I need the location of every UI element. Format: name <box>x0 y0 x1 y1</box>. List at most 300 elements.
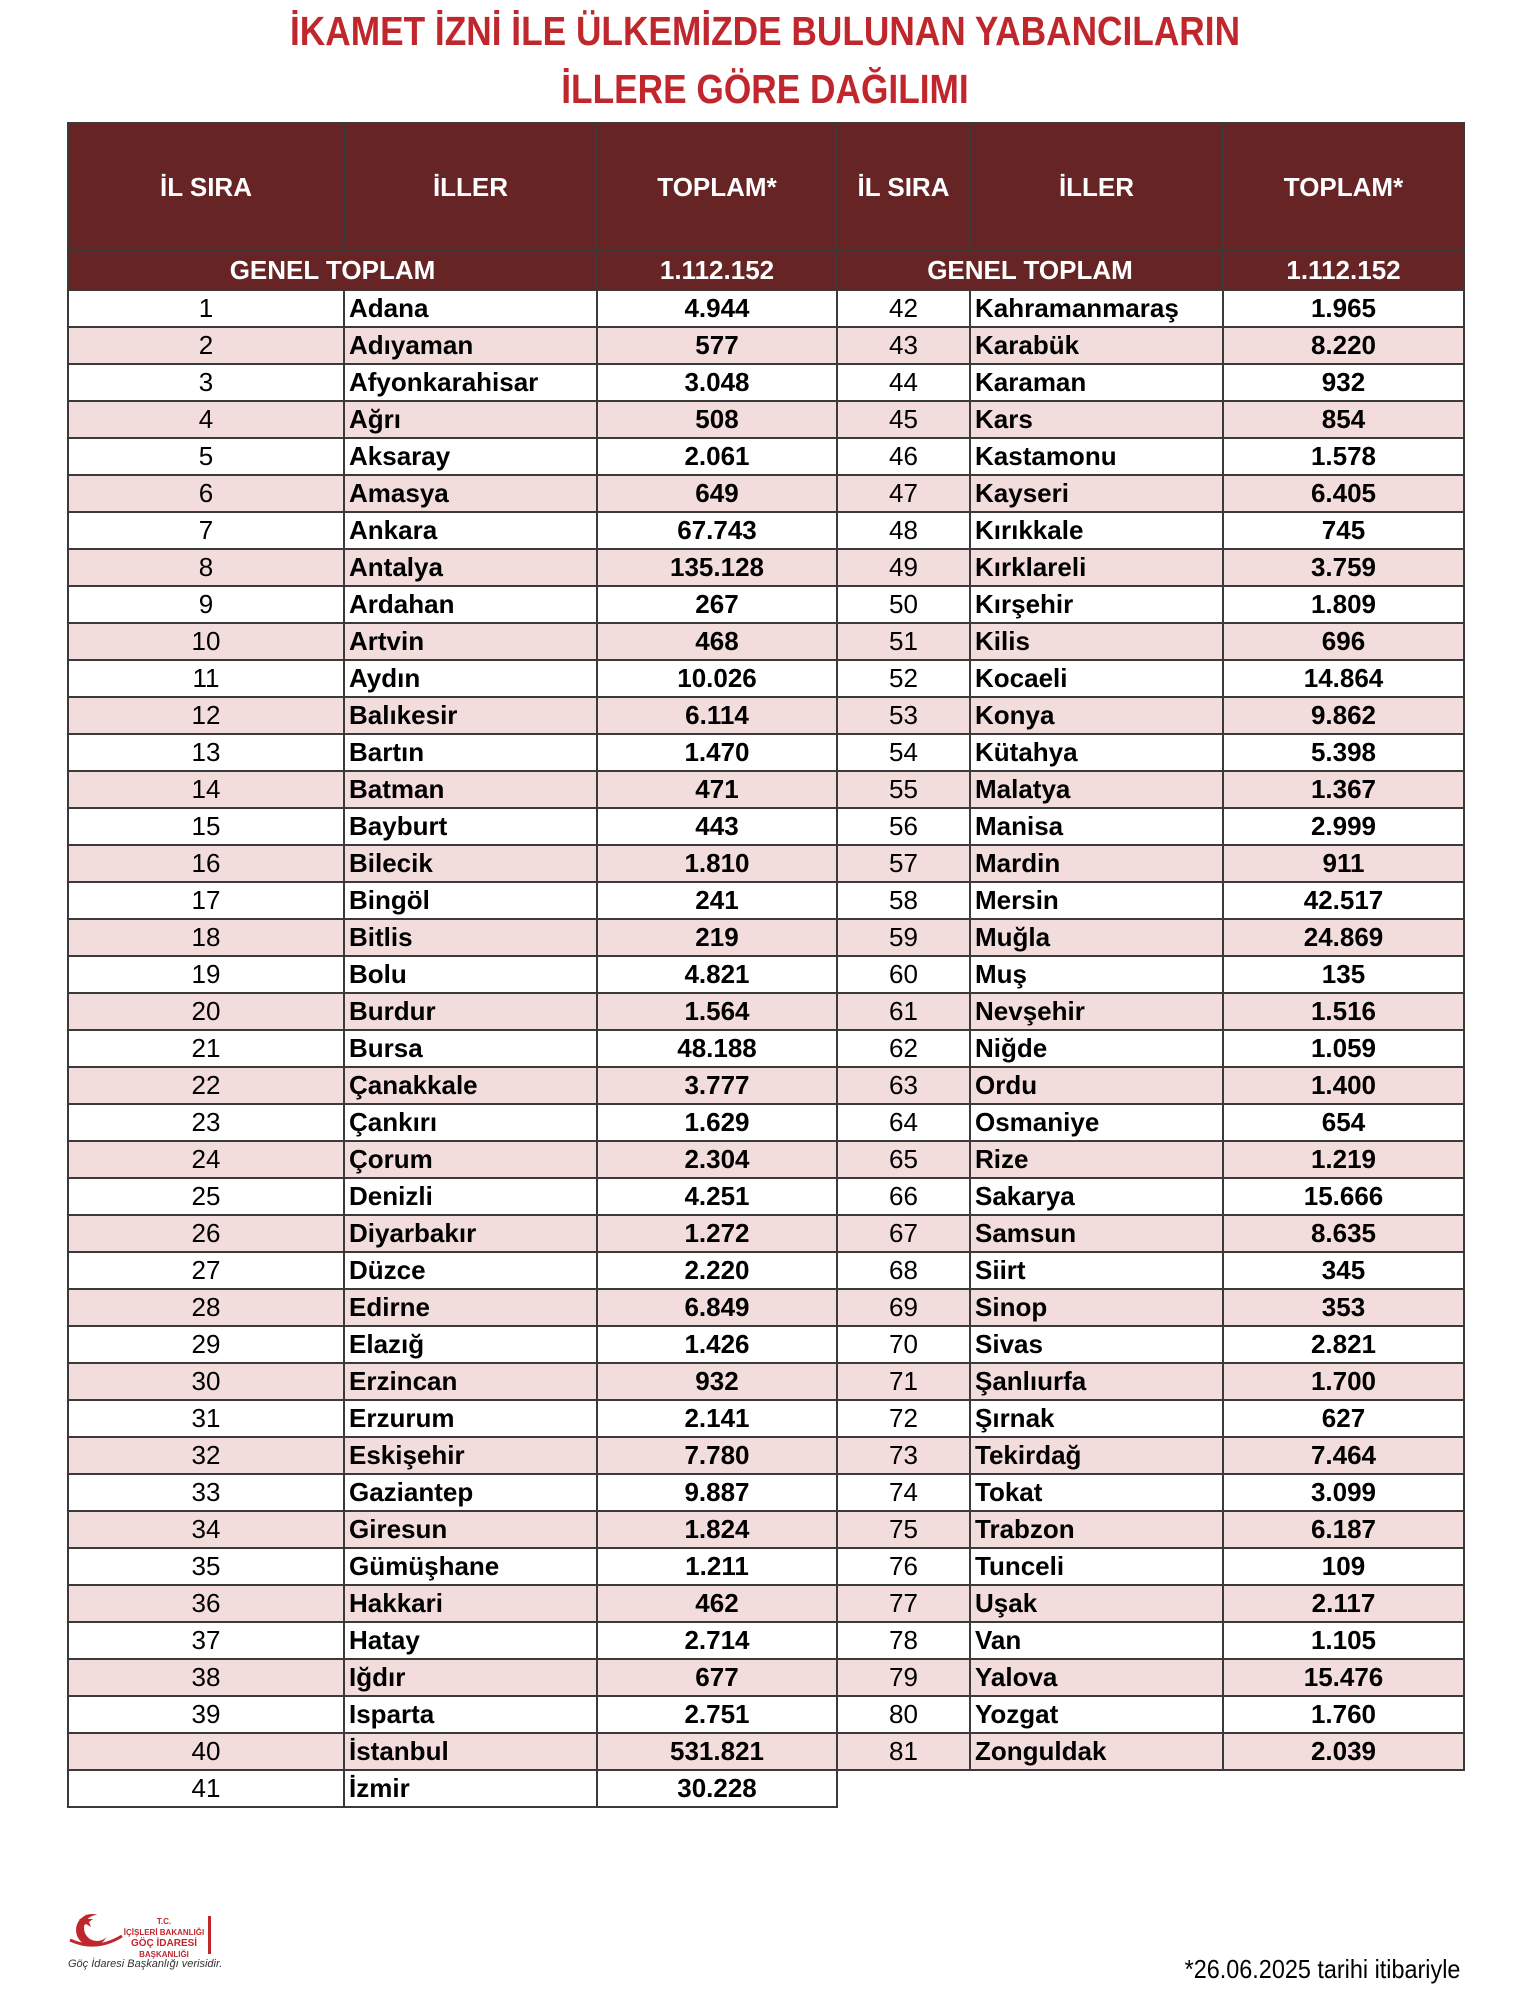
row-number: 69 <box>837 1289 970 1326</box>
province-total: 3.777 <box>597 1067 837 1104</box>
province-name: Şırnak <box>970 1400 1223 1437</box>
row-number: 71 <box>837 1363 970 1400</box>
row-number: 50 <box>837 586 970 623</box>
province-total: 4.251 <box>597 1178 837 1215</box>
province-name: İzmir <box>344 1770 597 1807</box>
province-name: Eskişehir <box>344 1437 597 1474</box>
province-name: Şanlıurfa <box>970 1363 1223 1400</box>
province-total: 3.759 <box>1223 549 1464 586</box>
province-total: 2.220 <box>597 1252 837 1289</box>
province-name: Elazığ <box>344 1326 597 1363</box>
province-total: 6.187 <box>1223 1511 1464 1548</box>
province-name: Antalya <box>344 549 597 586</box>
table-row <box>68 993 1464 1030</box>
empty-cell <box>1223 1770 1464 1807</box>
province-total: 345 <box>1223 1252 1464 1289</box>
row-number: 49 <box>837 549 970 586</box>
row-number: 11 <box>68 660 344 697</box>
province-name: Kütahya <box>970 734 1223 771</box>
province-total: 1.578 <box>1223 438 1464 475</box>
row-number: 14 <box>68 771 344 808</box>
province-total: 5.398 <box>1223 734 1464 771</box>
province-total: 4.944 <box>597 290 837 327</box>
province-total: 9.887 <box>597 1474 837 1511</box>
province-name: Bilecik <box>344 845 597 882</box>
province-name: Hakkari <box>344 1585 597 1622</box>
row-number: 15 <box>68 808 344 845</box>
province-total: 1.629 <box>597 1104 837 1141</box>
province-total: 1.564 <box>597 993 837 1030</box>
province-name: Gümüşhane <box>344 1548 597 1585</box>
province-name: Gaziantep <box>344 1474 597 1511</box>
province-total: 1.211 <box>597 1548 837 1585</box>
table-row <box>68 475 1464 512</box>
table-row <box>68 512 1464 549</box>
province-total: 3.048 <box>597 364 837 401</box>
row-number: 63 <box>837 1067 970 1104</box>
province-total: 109 <box>1223 1548 1464 1585</box>
grand-total-row <box>68 251 1464 290</box>
province-total: 627 <box>1223 1400 1464 1437</box>
row-number: 24 <box>68 1141 344 1178</box>
province-total: 654 <box>1223 1104 1464 1141</box>
empty-cell <box>970 1770 1223 1807</box>
province-name: Sakarya <box>970 1178 1223 1215</box>
province-name: Kilis <box>970 623 1223 660</box>
province-total: 1.470 <box>597 734 837 771</box>
row-number: 12 <box>68 697 344 734</box>
province-total: 15.476 <box>1223 1659 1464 1696</box>
table-row <box>68 1733 1464 1770</box>
province-name: Sivas <box>970 1326 1223 1363</box>
page-title-line-2: İLLERE GÖRE DAĞILIMI <box>561 66 969 112</box>
header-iller: İLLER <box>344 123 597 251</box>
province-total: 2.821 <box>1223 1326 1464 1363</box>
province-name: Ankara <box>344 512 597 549</box>
province-total: 1.824 <box>597 1511 837 1548</box>
row-number: 4 <box>68 401 344 438</box>
province-name: Kırşehir <box>970 586 1223 623</box>
row-number: 18 <box>68 919 344 956</box>
province-name: Aksaray <box>344 438 597 475</box>
empty-cell <box>837 1770 970 1807</box>
row-number: 41 <box>68 1770 344 1807</box>
table-row <box>68 1289 1464 1326</box>
province-name: Kırklareli <box>970 549 1223 586</box>
row-number: 31 <box>68 1400 344 1437</box>
row-number: 62 <box>837 1030 970 1067</box>
province-total: 8.220 <box>1223 327 1464 364</box>
province-name: Niğde <box>970 1030 1223 1067</box>
province-name: Karabük <box>970 327 1223 364</box>
province-name: Konya <box>970 697 1223 734</box>
row-number: 45 <box>837 401 970 438</box>
province-total: 1.760 <box>1223 1696 1464 1733</box>
province-name: Osmaniye <box>970 1104 1223 1141</box>
province-total: 471 <box>597 771 837 808</box>
header-il-sira: İL SIRA <box>837 123 970 251</box>
logo-divider <box>208 1916 211 1954</box>
crescent-star-icon <box>66 1906 126 1956</box>
province-total: 1.272 <box>597 1215 837 1252</box>
province-total: 1.426 <box>597 1326 837 1363</box>
row-number: 51 <box>837 623 970 660</box>
header-il-sira: İL SIRA <box>68 123 344 251</box>
province-name: Nevşehir <box>970 993 1223 1030</box>
province-total: 7.780 <box>597 1437 837 1474</box>
row-number: 42 <box>837 290 970 327</box>
row-number: 81 <box>837 1733 970 1770</box>
row-number: 17 <box>68 882 344 919</box>
row-number: 53 <box>837 697 970 734</box>
province-total: 24.869 <box>1223 919 1464 956</box>
row-number: 7 <box>68 512 344 549</box>
province-name: Mardin <box>970 845 1223 882</box>
province-name: Afyonkarahisar <box>344 364 597 401</box>
province-name: Bayburt <box>344 808 597 845</box>
row-number: 13 <box>68 734 344 771</box>
table-row <box>68 1474 1464 1511</box>
province-total: 6.405 <box>1223 475 1464 512</box>
grand-total-value: 1.112.152 <box>1223 251 1464 290</box>
row-number: 16 <box>68 845 344 882</box>
row-number: 70 <box>837 1326 970 1363</box>
row-number: 10 <box>68 623 344 660</box>
province-total: 932 <box>1223 364 1464 401</box>
row-number: 47 <box>837 475 970 512</box>
row-number: 44 <box>837 364 970 401</box>
row-number: 35 <box>68 1548 344 1585</box>
province-name: Kars <box>970 401 1223 438</box>
province-name: Kocaeli <box>970 660 1223 697</box>
province-total: 4.821 <box>597 956 837 993</box>
province-total: 48.188 <box>597 1030 837 1067</box>
province-name: Diyarbakır <box>344 1215 597 1252</box>
province-total: 135.128 <box>597 549 837 586</box>
province-total: 1.105 <box>1223 1622 1464 1659</box>
province-name: Giresun <box>344 1511 597 1548</box>
row-number: 33 <box>68 1474 344 1511</box>
province-name: Bartın <box>344 734 597 771</box>
province-total: 932 <box>597 1363 837 1400</box>
table-row <box>68 1178 1464 1215</box>
table-row <box>68 1067 1464 1104</box>
province-name: Bolu <box>344 956 597 993</box>
table-row <box>68 1141 1464 1178</box>
province-total: 267 <box>597 586 837 623</box>
province-name: Karaman <box>970 364 1223 401</box>
table-row <box>68 438 1464 475</box>
row-number: 19 <box>68 956 344 993</box>
row-number: 65 <box>837 1141 970 1178</box>
table-row <box>68 327 1464 364</box>
province-name: Isparta <box>344 1696 597 1733</box>
province-total: 14.864 <box>1223 660 1464 697</box>
row-number: 21 <box>68 1030 344 1067</box>
province-total: 219 <box>597 919 837 956</box>
row-number: 57 <box>837 845 970 882</box>
province-total: 462 <box>597 1585 837 1622</box>
table-row <box>68 1326 1464 1363</box>
table-row <box>68 1511 1464 1548</box>
province-total: 468 <box>597 623 837 660</box>
province-total: 8.635 <box>1223 1215 1464 1252</box>
province-name: Bursa <box>344 1030 597 1067</box>
province-name: Hatay <box>344 1622 597 1659</box>
province-total: 6.849 <box>597 1289 837 1326</box>
province-name: Mersin <box>970 882 1223 919</box>
table-row <box>68 586 1464 623</box>
header-row <box>68 123 1464 251</box>
table-row <box>68 1770 1464 1807</box>
province-total: 9.862 <box>1223 697 1464 734</box>
table-row <box>68 1622 1464 1659</box>
province-name: Ağrı <box>344 401 597 438</box>
row-number: 79 <box>837 1659 970 1696</box>
province-total: 10.026 <box>597 660 837 697</box>
province-table <box>67 122 1465 1808</box>
grand-total-label: GENEL TOPLAM <box>837 251 1223 290</box>
province-name: Uşak <box>970 1585 1223 1622</box>
province-name: Denizli <box>344 1178 597 1215</box>
table-row <box>68 845 1464 882</box>
row-number: 25 <box>68 1178 344 1215</box>
row-number: 22 <box>68 1067 344 1104</box>
header-iller: İLLER <box>970 123 1223 251</box>
row-number: 61 <box>837 993 970 1030</box>
province-name: Zonguldak <box>970 1733 1223 1770</box>
table-row <box>68 1696 1464 1733</box>
grand-total-label: GENEL TOPLAM <box>68 251 597 290</box>
province-total: 2.141 <box>597 1400 837 1437</box>
province-total: 1.809 <box>1223 586 1464 623</box>
row-number: 2 <box>68 327 344 364</box>
province-name: Düzce <box>344 1252 597 1289</box>
province-total: 3.099 <box>1223 1474 1464 1511</box>
table-row <box>68 771 1464 808</box>
table-row <box>68 401 1464 438</box>
table-row <box>68 808 1464 845</box>
province-total: 649 <box>597 475 837 512</box>
province-name: İstanbul <box>344 1733 597 1770</box>
table-row <box>68 1363 1464 1400</box>
province-total: 745 <box>1223 512 1464 549</box>
province-total: 911 <box>1223 845 1464 882</box>
row-number: 67 <box>837 1215 970 1252</box>
province-total: 1.810 <box>597 845 837 882</box>
table-row <box>68 1548 1464 1585</box>
row-number: 34 <box>68 1511 344 1548</box>
table-row <box>68 623 1464 660</box>
province-name: Bitlis <box>344 919 597 956</box>
row-number: 73 <box>837 1437 970 1474</box>
footnote-date: *26.06.2025 tarihi itibariyle <box>1184 1954 1460 1984</box>
province-total: 1.367 <box>1223 771 1464 808</box>
row-number: 74 <box>837 1474 970 1511</box>
province-total: 7.464 <box>1223 1437 1464 1474</box>
province-total: 1.516 <box>1223 993 1464 1030</box>
province-total: 854 <box>1223 401 1464 438</box>
province-total: 6.114 <box>597 697 837 734</box>
province-total: 696 <box>1223 623 1464 660</box>
province-name: Çanakkale <box>344 1067 597 1104</box>
table-row <box>68 549 1464 586</box>
province-name: Bingöl <box>344 882 597 919</box>
province-name: Ordu <box>970 1067 1223 1104</box>
province-total: 2.999 <box>1223 808 1464 845</box>
row-number: 20 <box>68 993 344 1030</box>
row-number: 8 <box>68 549 344 586</box>
row-number: 66 <box>837 1178 970 1215</box>
row-number: 39 <box>68 1696 344 1733</box>
table-row <box>68 1659 1464 1696</box>
province-total: 2.061 <box>597 438 837 475</box>
province-name: Artvin <box>344 623 597 660</box>
table-row <box>68 919 1464 956</box>
province-name: Samsun <box>970 1215 1223 1252</box>
table-row <box>68 364 1464 401</box>
table-row <box>68 1585 1464 1622</box>
province-name: Muğla <box>970 919 1223 956</box>
province-total: 42.517 <box>1223 882 1464 919</box>
province-name: Çankırı <box>344 1104 597 1141</box>
province-name: Aydın <box>344 660 597 697</box>
province-name: Çorum <box>344 1141 597 1178</box>
table-row <box>68 290 1464 327</box>
page-title-line-1: İKAMET İZNİ İLE ÜLKEMİZDE BULUNAN YABANCILARIN <box>289 8 1241 54</box>
row-number: 32 <box>68 1437 344 1474</box>
header-toplam: TOPLAM* <box>1223 123 1464 251</box>
row-number: 37 <box>68 1622 344 1659</box>
province-total: 353 <box>1223 1289 1464 1326</box>
table-row <box>68 1400 1464 1437</box>
row-number: 64 <box>837 1104 970 1141</box>
table-row <box>68 956 1464 993</box>
row-number: 75 <box>837 1511 970 1548</box>
row-number: 40 <box>68 1733 344 1770</box>
table-row <box>68 1215 1464 1252</box>
table-row <box>68 697 1464 734</box>
province-total: 443 <box>597 808 837 845</box>
province-name: Adıyaman <box>344 327 597 364</box>
row-number: 58 <box>837 882 970 919</box>
row-number: 26 <box>68 1215 344 1252</box>
province-name: Batman <box>344 771 597 808</box>
province-total: 2.039 <box>1223 1733 1464 1770</box>
row-number: 9 <box>68 586 344 623</box>
grand-total-value: 1.112.152 <box>597 251 837 290</box>
province-total: 1.400 <box>1223 1067 1464 1104</box>
province-total: 135 <box>1223 956 1464 993</box>
row-number: 27 <box>68 1252 344 1289</box>
logo-caption: Göç İdaresi Başkanlığı verisidir. <box>68 1958 223 1970</box>
province-total: 1.965 <box>1223 290 1464 327</box>
province-name: Muş <box>970 956 1223 993</box>
province-total: 241 <box>597 882 837 919</box>
province-total: 2.714 <box>597 1622 837 1659</box>
province-total: 508 <box>597 401 837 438</box>
row-number: 6 <box>68 475 344 512</box>
table-row <box>68 1104 1464 1141</box>
row-number: 54 <box>837 734 970 771</box>
province-total: 531.821 <box>597 1733 837 1770</box>
row-number: 77 <box>837 1585 970 1622</box>
header-toplam: TOPLAM* <box>597 123 837 251</box>
row-number: 76 <box>837 1548 970 1585</box>
province-name: Tokat <box>970 1474 1223 1511</box>
row-number: 28 <box>68 1289 344 1326</box>
table-row <box>68 660 1464 697</box>
province-name: Erzincan <box>344 1363 597 1400</box>
province-name: Rize <box>970 1141 1223 1178</box>
province-total: 67.743 <box>597 512 837 549</box>
row-number: 55 <box>837 771 970 808</box>
row-number: 48 <box>837 512 970 549</box>
row-number: 29 <box>68 1326 344 1363</box>
table-row <box>68 1030 1464 1067</box>
province-name: Van <box>970 1622 1223 1659</box>
logo-wordmark <box>120 1916 208 1960</box>
row-number: 60 <box>837 956 970 993</box>
row-number: 23 <box>68 1104 344 1141</box>
province-total: 2.304 <box>597 1141 837 1178</box>
province-total: 1.700 <box>1223 1363 1464 1400</box>
province-total: 30.228 <box>597 1770 837 1807</box>
row-number: 68 <box>837 1252 970 1289</box>
province-total: 2.117 <box>1223 1585 1464 1622</box>
row-number: 72 <box>837 1400 970 1437</box>
province-total: 15.666 <box>1223 1178 1464 1215</box>
province-name: Kahramanmaraş <box>970 290 1223 327</box>
table-row <box>68 734 1464 771</box>
table-row <box>68 882 1464 919</box>
logo-text-tc: T.C. <box>156 1917 172 1926</box>
row-number: 1 <box>68 290 344 327</box>
province-total: 1.059 <box>1223 1030 1464 1067</box>
row-number: 5 <box>68 438 344 475</box>
province-name: Tunceli <box>970 1548 1223 1585</box>
province-name: Amasya <box>344 475 597 512</box>
province-name: Manisa <box>970 808 1223 845</box>
row-number: 43 <box>837 327 970 364</box>
logo-text-baskanligi: BAŞKANLIĞI <box>139 1950 189 1959</box>
row-number: 80 <box>837 1696 970 1733</box>
province-name: Erzurum <box>344 1400 597 1437</box>
row-number: 3 <box>68 364 344 401</box>
province-name: Trabzon <box>970 1511 1223 1548</box>
row-number: 30 <box>68 1363 344 1400</box>
province-name: Kırıkkale <box>970 512 1223 549</box>
province-total: 577 <box>597 327 837 364</box>
row-number: 46 <box>837 438 970 475</box>
table-row <box>68 1437 1464 1474</box>
province-name: Edirne <box>344 1289 597 1326</box>
province-total: 1.219 <box>1223 1141 1464 1178</box>
province-name: Kastamonu <box>970 438 1223 475</box>
row-number: 78 <box>837 1622 970 1659</box>
row-number: 36 <box>68 1585 344 1622</box>
province-name: Yalova <box>970 1659 1223 1696</box>
row-number: 38 <box>68 1659 344 1696</box>
row-number: 52 <box>837 660 970 697</box>
province-name: Tekirdağ <box>970 1437 1223 1474</box>
logo-text-ministry: İÇİŞLERİ BAKANLIĞI <box>123 1928 205 1937</box>
row-number: 56 <box>837 808 970 845</box>
logo-text-goc-idaresi: GÖÇ İDARESİ <box>130 1938 198 1949</box>
province-name: Siirt <box>970 1252 1223 1289</box>
province-name: Adana <box>344 290 597 327</box>
province-name: Balıkesir <box>344 697 597 734</box>
